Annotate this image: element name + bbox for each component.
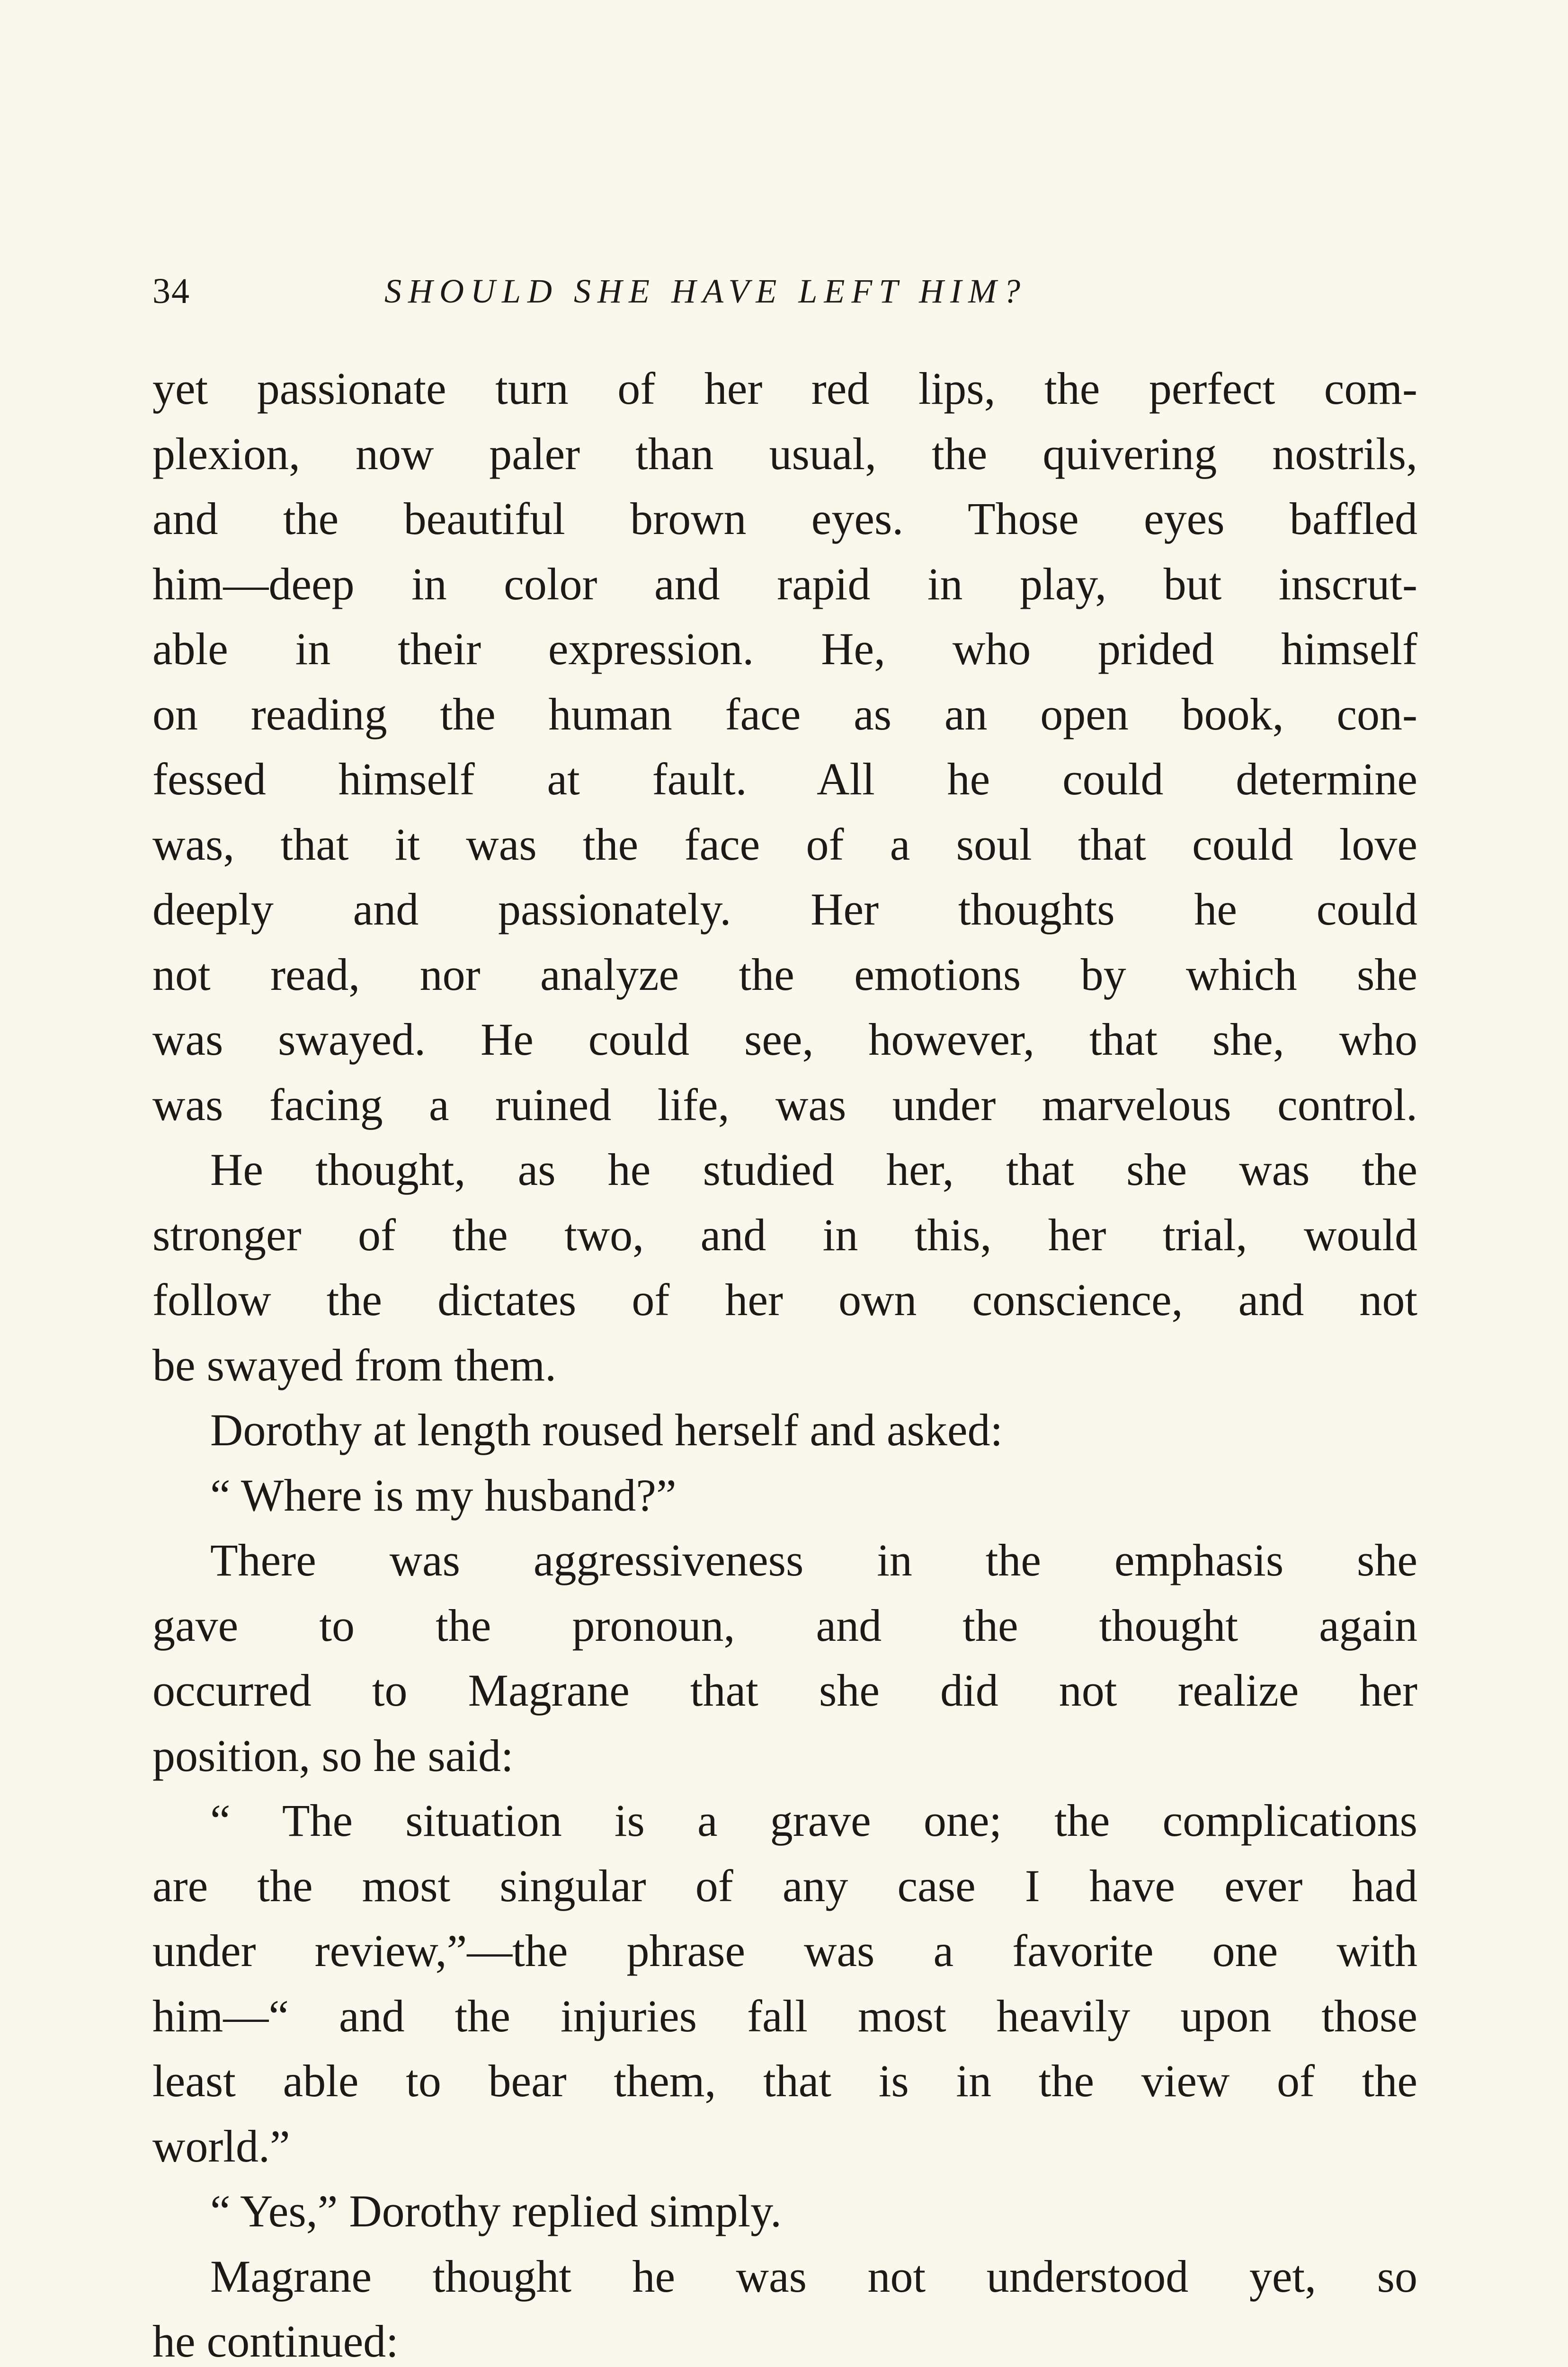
text-line: not read, nor analyze the emotions by which she: [152, 949, 1417, 1000]
text-line: Magrane thought he was not understood yet, so: [210, 2251, 1417, 2302]
text-line: gave to the pronoun, and the thought again: [152, 1600, 1417, 1651]
text-line: deeply and passionately. Her thoughts he could: [152, 884, 1417, 934]
text-line: follow the dictates of her own conscience, and not: [152, 1274, 1417, 1325]
text-line: There was aggressiveness in the emphasis she: [210, 1535, 1417, 1585]
text-line: world.”: [152, 2120, 290, 2171]
text-line: occurred to Magrane that she did not realize her: [152, 1665, 1417, 1716]
text-line: Dorothy at length roused herself and asked:: [210, 1405, 1003, 1455]
text-line: was swayed. He could see, however, that she, who: [152, 1014, 1417, 1065]
text-line: stronger of the two, and in this, her trial, would: [152, 1209, 1417, 1260]
text-line: He thought, as he studied her, that she was the: [210, 1144, 1417, 1195]
text-line: him—“ and the injuries fall most heavily upon those: [152, 1990, 1417, 2041]
text-line: “ The situation is a grave one; the complications: [210, 1795, 1417, 1846]
text-line: fessed himself at fault. All he could determine: [152, 754, 1417, 804]
page-number: 34: [152, 271, 190, 311]
text-line: least able to bear them, that is in the view of the: [152, 2056, 1417, 2106]
text-line: and the beautiful brown eyes. Those eyes baffled: [152, 493, 1417, 544]
running-title: SHOULD SHE HAVE LEFT HIM?: [384, 272, 1027, 310]
text-line: yet passionate turn of her red lips, the perfect com-: [152, 363, 1417, 414]
text-line: plexion, now paler than usual, the quivering nostrils,: [152, 428, 1417, 479]
body-text: [152, 356, 1417, 2367]
text-line: he continued:: [152, 2316, 399, 2367]
text-line: on reading the human face as an open book, con-: [152, 688, 1417, 739]
text-line: “ Yes,” Dorothy replied simply.: [210, 2186, 782, 2236]
text-line: are the most singular of any case I have ever had: [152, 1860, 1417, 1911]
text-line: him—deep in color and rapid in play, but inscrut-: [152, 558, 1417, 609]
text-line: was, that it was the face of a soul that could love: [152, 819, 1417, 870]
text-line: be swayed from them.: [152, 1339, 557, 1390]
text-line: able in their expression. He, who prided himself: [152, 623, 1417, 674]
text-line: was facing a ruined life, was under marvelous control.: [152, 1079, 1417, 1130]
running-head: [152, 265, 1421, 317]
text-line: “ Where is my husband?”: [210, 1469, 677, 1521]
text-line: position, so he said:: [152, 1730, 514, 1781]
text-line: under review,”—the phrase was a favorite one with: [152, 1925, 1417, 1976]
